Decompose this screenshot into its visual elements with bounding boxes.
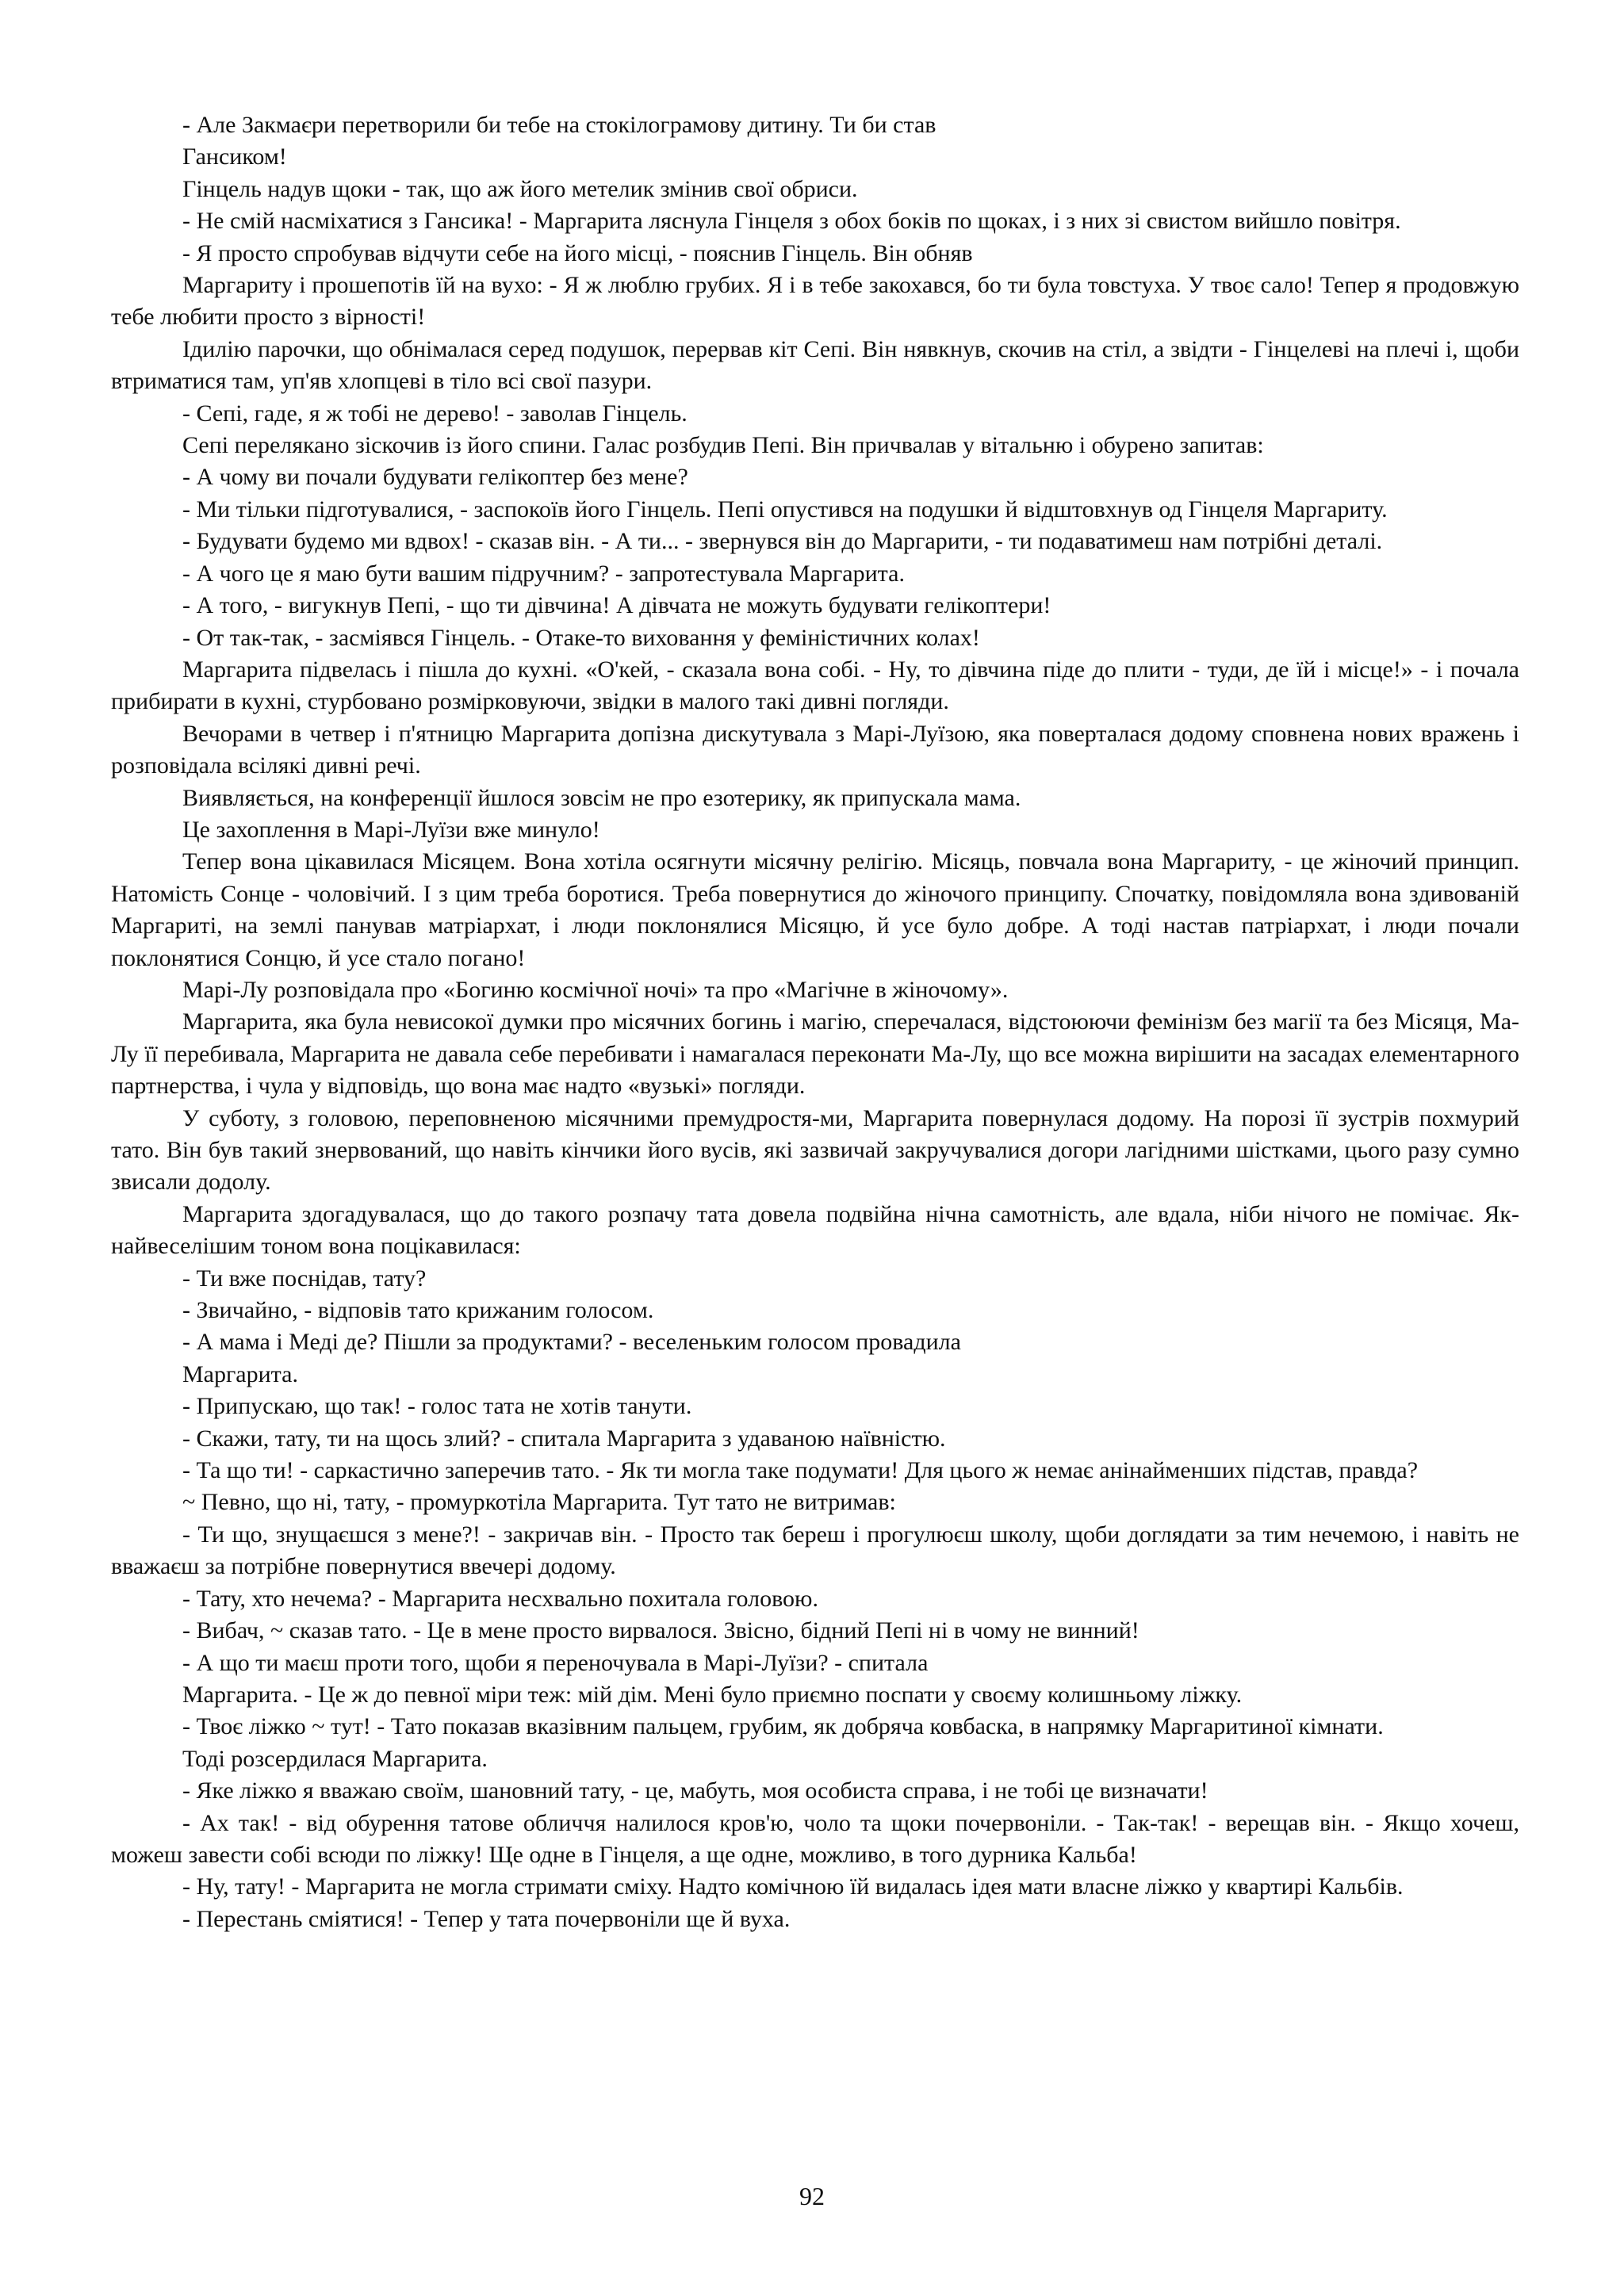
paragraph: Тоді розсердилася Маргарита. [182,1745,488,1772]
paragraph: Марі-Лу розповідала про «Богиню космічної ночі» та про «Магічне в жіночому». [182,976,1009,1003]
paragraph: Маргарита, яка була невисокої думки про місячних богинь і магію, сперечалася, відстоюючи фемінізм без магії та без Місяця, Ма-Лу її перебивала, Маргарита не давала себе перебивати і намагалася переконати Ма-Лу, що все можна вирішити на засадах елементарного партнерства, і чула у відповідь, що вона має надто «вузькі» погляди. [111,1008,1519,1100]
paragraph: Маргарита здогадувалася, що до такого розпачу тата довела подвійна нічна самотність, але вдала, ніби нічого не помічає. Як-найвеселішим тоном вона поцікавилася: [111,1200,1519,1260]
paragraph: - Я просто спробував відчути себе на його місці, - пояснив Гінцель. Він обняв [182,239,973,266]
paragraph: Гансиком! [182,144,287,170]
paragraph: Тепер вона цікавилася Місяцем. Вона хотіла осягнути місячну релігію. Місяць, повчала вона Маргариту, - це жіночий принцип. Натомість Сонце - чоловічий. І з цим треба боротися. Треба повернутися до жіночого принципу. Спочатку, повідомляла вона здивованій Маргариті, на землі панував матріархат, і люди поклонялися Місяцю, й усе було добре. А тоді настав патріархат, і люди почали поклонятися Сонцю, й усе стало погано! [111,848,1519,971]
paragraph: - Та що ти! - саркастично заперечив тато. - Як ти могла таке подумати! Для цього ж немає анінайменших підстав, правда? [182,1457,1419,1484]
paragraph: - А мама і Меді де? Пішли за продуктами? - веселеньким голосом провадила [182,1329,961,1356]
paragraph: - Твоє ліжко ~ тут! - Тато показав вказівним пальцем, грубим, як добряча ковбаска, в напрямку Маргаритиної кімнати. [182,1713,1384,1740]
paragraph: - Ну, тату! - Маргарита не могла стримати сміху. Надто комічною їй видалась ідея мати власне ліжко у квартирі Кальбів. [182,1873,1404,1900]
paragraph: Вечорами в четвер і п'ятницю Маргарита допізна дискутувала з Марі-Луїзою, яка поверталася додому сповнена нових вражень і розповідала всілякі дивні речі. [111,720,1519,779]
paragraph: - Вибач, ~ сказав тато. - Це в мене просто вирвалося. Звісно, бідний Пепі ні в чому не винний! [182,1617,1139,1644]
paragraph: - А чого це я маю бути вашим підручним? - запротестувала Маргарита. [182,560,905,587]
paragraph: - А чому ви почали будувати гелікоптер без мене? [182,464,688,491]
paragraph: Маргарита. - Це ж до певної міри теж: мій дім. Мені було приємно поспати у своєму колишньому ліжку. [182,1681,1243,1708]
paragraph: Маргариту і прошепотів їй на вухо: - Я ж люблю грубих. Я і в тебе закохався, бо ти була товстуха. У твоє сало! Тепер я продовжую тебе любити просто з вірності! [111,272,1519,331]
paragraph: - Не смій насміхатися з Гансика! - Маргарита ляснула Гінцеля з обох боків по щоках, і з них зі свистом вийшло повітря. [182,208,1401,235]
paragraph: - Ти вже поснідав, тату? [182,1265,427,1292]
paragraph: - А що ти маєш проти того, щоби я переночувала в Марі-Луїзи? - спитала [182,1649,929,1676]
paragraph: - Ти що, знущаєшся з мене?! - закричав він. - Просто так береш і прогулюєш школу, щоби доглядати за тим нечемою, і навіть не вважаєш за потрібне повернутися ввечері додому. [111,1521,1519,1580]
paragraph: Ідилію парочки, що обнімалася серед подушок, перервав кіт Сепі. Він нявкнув, скочив на стіл, а звідти - Гінцелеві на плечі і, щоби втриматися там, уп'яв хлопцеві в тіло всі свої пазури. [111,335,1519,395]
paragraph: - Припускаю, що так! - голос тата не хотів танути. [182,1393,692,1420]
paragraph: Маргарита підвелась і пішла до кухні. «О'кей, - сказала вона собі. - Ну, то дівчина піде до плити - туди, де їй і місце!» - і почала прибирати в кухні, стурбовано розмірковуючи, звідки в малого такі дивні погляди. [111,656,1519,715]
paragraph: - Тату, хто нечема? - Маргарита несхвально похитала головою. [182,1585,818,1612]
paragraph: - Звичайно, - відповів тато крижаним голосом. [182,1297,654,1324]
paragraph: Виявляється, на конференції йшлося зовсім не про езотерику, як припускала мама. [182,784,1021,811]
paragraph: Це захоплення в Марі-Луїзи вже минуло! [182,816,600,843]
paragraph: - Сепі, гаде, я ж тобі не дерево! - заволав Гінцель. [182,400,688,427]
body-text [111,109,1519,1935]
paragraph: - Перестань сміятися! - Тепер у тата почервоніли ще й вуха. [182,1905,791,1932]
paragraph: У суботу, з головою, переповненою місячними премудростя-ми, Маргарита повернулася додому. На порозі її зустрів похмурий тато. Він був такий знервований, що навіть кінчики його вусів, які зазвичай закручувалися догори лагідними шістками, цього разу сумно звисали додолу. [111,1104,1519,1196]
paragraph: Маргарита. [182,1360,298,1387]
paragraph: - Скажи, тату, ти на щось злий? - спитала Маргарита з удаваною наївністю. [182,1425,946,1452]
paragraph: Гінцель надув щоки - так, що аж його метелик змінив свої обриси. [182,175,858,202]
paragraph: ~ Певно, що ні, тату, - промуркотіла Маргарита. Тут тато не витримав: [182,1489,896,1516]
page-number: 92 [799,2182,825,2210]
paragraph: - Ах так! - від обурення татове обличчя налилося кров'ю, чоло та щоки почервоніли. - Так-так! - верещав він. - Якщо хочеш, можеш завести собі всюди по ліжку! Ще одне в Гінцеля, а ще одне, можливо, в того дурника Кальба! [111,1809,1519,1868]
paragraph: - Яке ліжко я вважаю своїм, шановний тату, - це, мабуть, моя особиста справа, і не тобі це визначати! [182,1777,1208,1804]
paragraph: Сепі перелякано зіскочив із його спини. Галас розбудив Пепі. Він причвалав у вітальню і обурено запитав: [182,432,1264,459]
paragraph: - А того, - вигукнув Пепі, - що ти дівчина! А дівчата не можуть будувати гелікоптери! [182,592,1051,619]
paragraph: - Але Закмаєри перетворили би тебе на стокілограмову дитину. Ти би став [182,112,936,138]
paragraph: - Ми тільки підготувалися, - заспокоїв його Гінцель. Пепі опустився на подушки й відштовхнув од Гінцеля Маргариту. [182,496,1388,522]
paragraph: - От так-так, - засміявся Гінцель. - Отаке-то виховання у феміністичних колах! [182,624,980,651]
paragraph: - Будувати будемо ми вдвох! - сказав він. - А ти... - звернувся він до Маргарити, - ти подаватимеш нам потрібні деталі. [182,528,1383,555]
